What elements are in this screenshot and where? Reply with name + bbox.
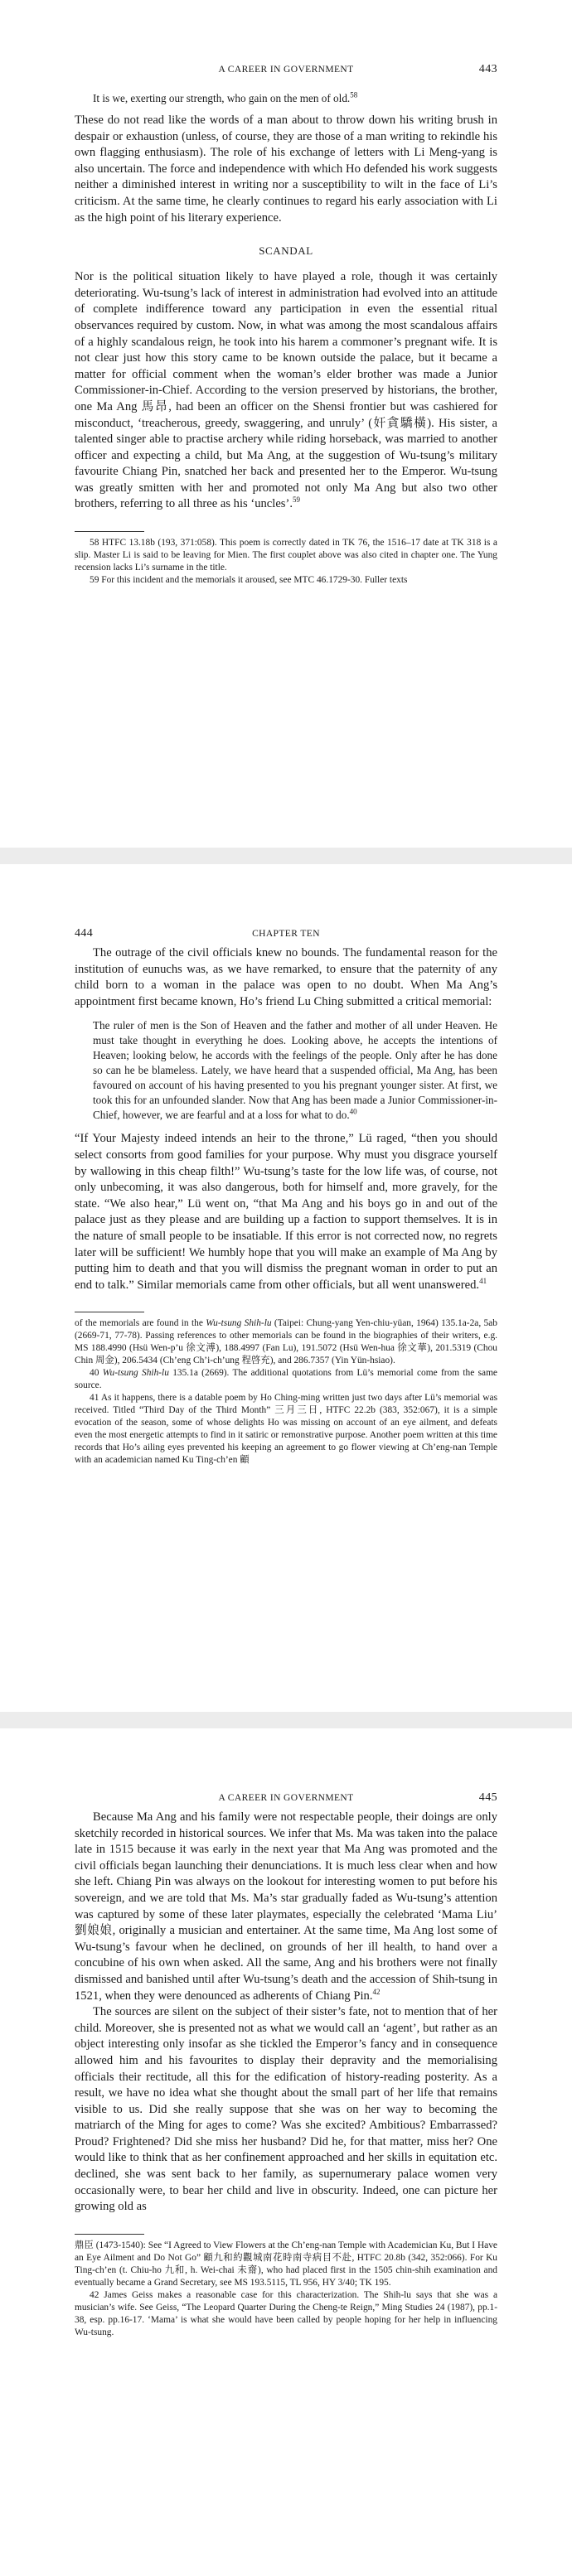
running-title: CHAPTER TEN [252, 929, 320, 939]
footnote-ref: 58 [350, 90, 358, 99]
body-paragraph: Because Ma Ang and his family were not respectable people, their doings are only sketchily recorded in historical sources. We infer that Ms. Ma was taken into the palace late in 1515 because it was early in the next year that Ma Ang was promoted and the civil officials began launching their denunciations. It is much less clear when and how she left. Chiang Pin was always on the lookout for interesting women to put before his sovereign, and we are told that Ms. Ma’s star gradually faded as Wu-tsung’s attention was captured by some of these later playmates, especially the celebrated ‘Mama Liu’ 劉娘娘, originally a musician and entertainer. At the same time, Ma Ang lost some of Wu-tsung’s favour when he declined, on grounds of her ill health, to hand over a concubine of his own when asked. All the same, Ang and his brothers were not finally dismissed and banished until after Wu-tsung’s death and the accession of Shih-tsung in 1521, when they were denounced as adherents of Chiang Pin.$^{42}$ [75, 1810, 497, 2003]
footnote-ref: 41 [479, 1276, 487, 1285]
footnote: 42 James Geiss makes a reasonable case for this characterization. The Shih-lu says that she was a musician’s wife. See Geiss, “The Leopard Quarter During the Cheng-te Reign,” Ming Studies 24 (1987), pp.1-38, esp. pp.16-17. ‘Mama’ is what she would have been called by people hoping for her help in influencing Wu-tsung. [75, 2289, 497, 2337]
page-444 [0, 864, 572, 1712]
page-443 [0, 0, 572, 848]
footnote: 58 HTFC 13.18b (193, 371:058). This poem is correctly dated in TK 76, the 1516–17 date at TK 318 is a slip. Master Li is said to be leaving for Mien. The first couplet above was also cited in chapter one. The Yung recension lacks Li’s surname in the title. [75, 538, 497, 573]
footnote-rule [75, 2234, 144, 2235]
footnote-ref: 40 [349, 1107, 357, 1116]
page-445 [0, 1728, 572, 2576]
body-paragraph: The sources are silent on the subject of their sister’s fate, not to mention that of her child. Moreover, she is presented not as what we would call an ‘agent’, but rather as an object interesting only insofar as she tickled the Emperor’s fancy and in consequence allowed him and his favourites to display their depravity and the memorialising officials their rectitude, all this for the edification of history-reading posterity. As a result, we have no idea what she thought about the small part of her life that remains visible to us. Did she really suppose that she was on her way to becoming the matriarch of the Ming for ages to come? Was she excited? Ambitious? Embarrassed? Proud? Frightened? Did she miss her husband? Did he, for that matter, miss her? One would like to think that as her confinement approached and her skills in equitation etc. declined, she was sent back to her family, as supernumerary palace women very occasionally were, to bear her child and live in obscurity. Indeed, one can picture her growing old as [75, 2005, 497, 2214]
running-header [75, 929, 497, 945]
body-paragraph: These do not read like the words of a man about to throw down his writing brush in despair or exhaustion (unless, of course, they are those of a man writing to rekindle his own flagging enthusiasm). The role of his exchange of letters with Li Meng-yang is also uncertain. The force and independence with which Ho defended his work suggests neither a diminished interest in writing nor a susceptibility to wilt in the face of Li’s criticism. At the same time, he clearly continues to regard his early association with Li as the high point of his literary experience. [75, 114, 497, 225]
footnote-ref: 42 [372, 1987, 381, 1996]
section-heading: SCANDAL [259, 244, 313, 258]
page-number: 443 [478, 63, 497, 75]
body-paragraph: Nor is the political situation likely to have played a role, though it was certainly deteriorating. Wu-tsung’s lack of interest in administration had evolved into an attitude of complete indifference toward any participation in even the essential ritual observances required by custom. Now, in what was among the most scandalous affairs of a highly scandalous reign, he took into his harem a commoner’s pregnant wife. It is not clear just how this story came to be known outside the palace, but it became a matter for official comment when the woman’s elder brother was made a Junior Commissioner-in-Chief. According to the version preserved by historians, the brother, one Ma Ang 馬昂, had been an officer on the Shensi frontier but was cashiered for misconduct, ‘treacherous, greedy, swaggering, and unruly’ (奸貪驕橫). His sister, a talented singer able to practise archery while riding horseback, was married to another officer and expecting a child, but Ma Ang, at the suggestion of Wu-tsung’s military favourite Chiang Pin, snatched her back and presented her to the Emperor. Wu-tsung was greatly smitten with her and promoted not only Ma Ang but also two other brothers, referring to all three as his ‘uncles’.$^{59}$ [75, 270, 497, 511]
body-paragraph: The outrage of the civil officials knew no bounds. The fundamental reason for the institution of eunuchs was, as we have remarked, to ensure that the paternity of any child born to a woman in the palace was open to no doubt. When Ma Ang’s appointment first became known, Ho’s friend Lu Ching submitted a critical memorial: [75, 946, 497, 1008]
footnote: 40 Wu-tsung Shih-lu 135.1a (2669). The additional quotations from Lü’s memorial come from the same source. [75, 1368, 497, 1391]
footnote: 59 For this incident and the memorials it aroused, see MTC 46.1729-30. Fuller texts [90, 575, 408, 586]
footnote-rule [75, 531, 144, 532]
page-number: 444 [75, 927, 94, 940]
running-title: A CAREER IN GOVERNMENT [218, 65, 354, 75]
footnote: of the memorials are found in the Wu-tsung Shih-lu (Taipei: Chung-yang Yen-chiu-yüan, 1964) 135.1a-2a, 5ab (2669-71, 77-78). Passing references to other memorials can be found in the biographies of their writers, e.g. MS 188.4990 (Hsü Wen-p’u 徐文溥), 188.4997 (Fan Lu), 191.5072 (Hsü Wen-hua 徐文華), 201.5319 (Chou Chin 周金), 206.5434 (Ch’eng Ch’i-ch’ung 程啓充), and 286.7357 (Yin Yün-hsiao). [75, 1318, 497, 1366]
footnote: 鼎臣 (1473-1540): See “I Agreed to View Flowers at the Ch’eng-nan Temple with Academician Ku, But I Have an Eye Ailment and Do Not Go” 顧九和約觀城南花時南寺病目不赴, HTFC 20.8b (342, 352:066). For Ku Ting-ch’en (t. Chiu-ho 九和, h. Wei-chai 未齋), who had placed first in the 1505 chin-shih examination and eventually became a Grand Secretary, see MS 193.5115, TL 956, HY 3/40; TK 195. [75, 2240, 497, 2288]
body-paragraph: “If Your Majesty indeed intends an heir to the throne,” Lü raged, “then you should select consorts from good families for your purpose. Why must you disgrace yourself by wallowing in this cheap filth!” Wu-tsung’s taste for the low life was, of course, not only unbecoming, it was also dangerous, both for himself and, more gravely, for the state. “We also hear,” Lü went on, “that Ma Ang and his boys go in and out of the palace just as they please and are building up a faction to support themselves. It is in the nature of small people to be insatiable. If this error is not corrected now, no regrets later will be sufficient! We humbly hope that you will make an example of Ma Ang by putting him to death and that you will dismiss the pregnant woman in order to put an end to talk.” Similar memorials came from other officials, but all went unanswered.$^{41}$ [75, 1132, 497, 1292]
running-title: A CAREER IN GOVERNMENT [218, 1793, 354, 1803]
running-header [75, 1793, 497, 1810]
footnote: 41 As it happens, there is a datable poem by Ho Ching-ming written just two days after Lü’s memorial was received. Titled “Third Day of the Third Month” 三月三日, HTFC 22.2b (383, 352:067), it is a simple evocation of the season, some of whose delights Ho was missing on account of an eye ailment, and defeats even the most energetic attempts to find in it satiric or remonstrative purpose. Another poem written at this time records that Ho’s ailing eyes prevented his keeping an agreement to go flower viewing at Ch’eng-nan Temple with an academician named Ku Ting-ch’en 顧 [75, 1393, 497, 1466]
running-header [75, 65, 497, 81]
poem-line: It is we, exerting our strength, who gain on the men of old.$^{58}$ [93, 90, 358, 104]
footnote-ref: 59 [293, 495, 300, 505]
block-quote: The ruler of men is the Son of Heaven and the father and mother of all under Heaven. He must take thought in everything he does. Looking above, he accepts the intentions of Heaven; looking below, he accords with the feelings of the people. Only after he has done so can he be blameless. Lately, we have heard that a suspended official, Ma Ang, has been favoured on account of his having presented to you his pregnant younger sister. At first, we took this for an unfounded slander. Now that Ang has been made a Junior Commissioner-in-Chief, however, we are fearful and at a loss for what to do.$^{40}$ [93, 1019, 497, 1122]
page-number: 445 [478, 1791, 497, 1804]
